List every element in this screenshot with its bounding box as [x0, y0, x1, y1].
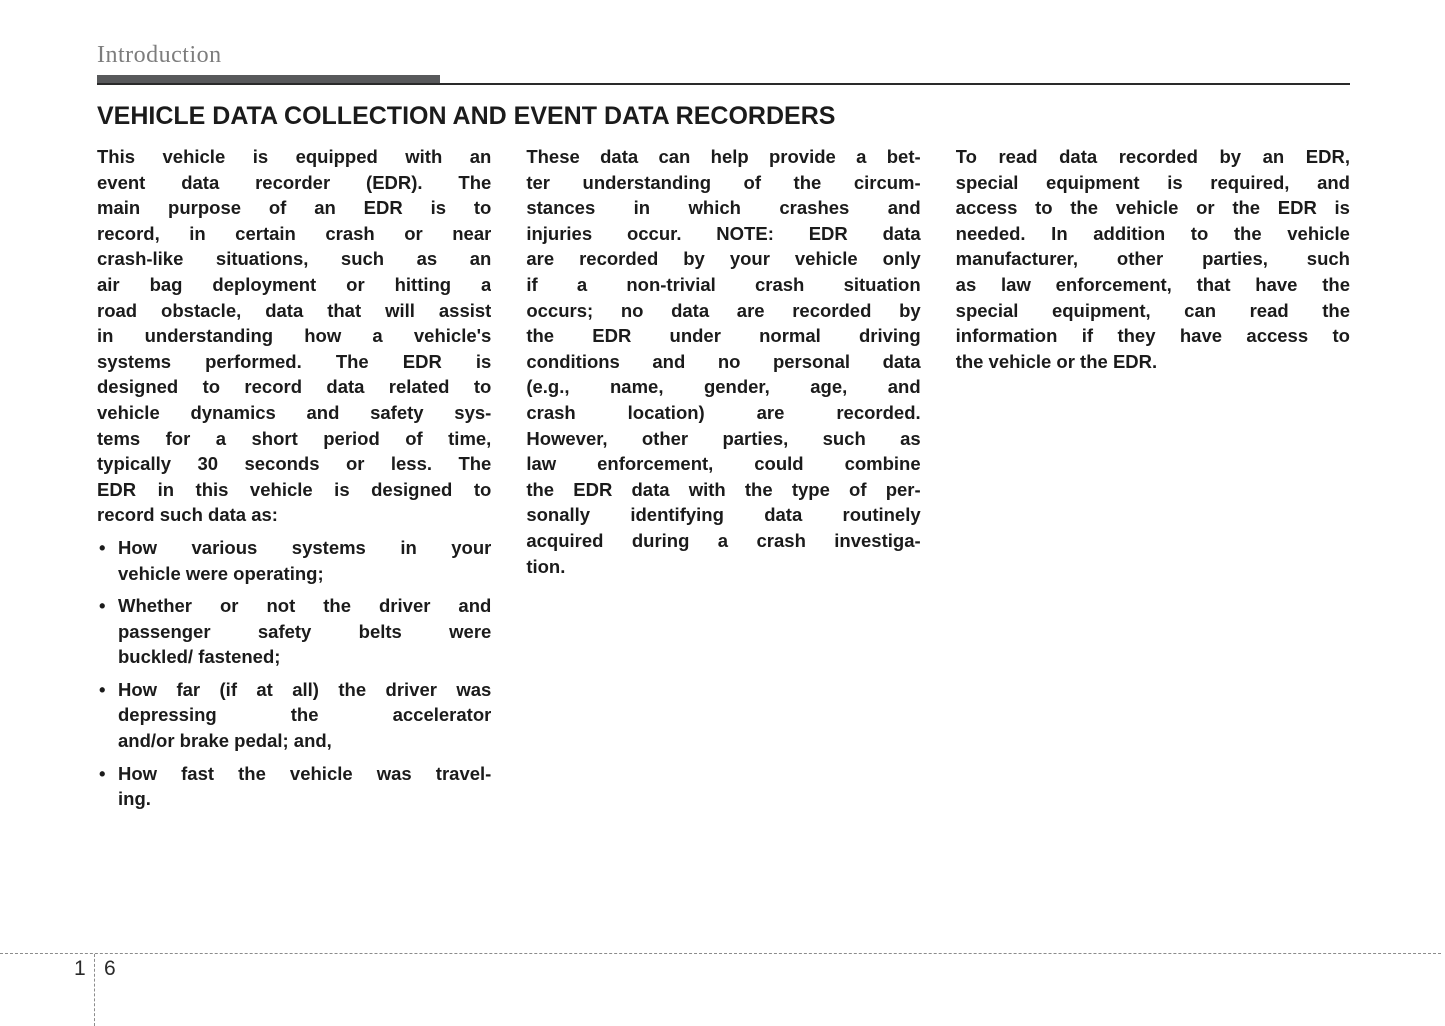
section-title: Introduction — [97, 42, 222, 68]
text-line: as law enforcement, that have the — [955, 273, 1350, 295]
text-line: (e.g., name, gender, age, and — [526, 376, 921, 398]
column-1 — [97, 144, 491, 812]
page-title: VEHICLE DATA COLLECTION AND EVENT DATA RECORDERS — [97, 102, 836, 130]
text-line: special equipment is required, and — [955, 171, 1350, 193]
text-line: acquired during a crash investiga- — [526, 529, 921, 551]
text-line: This vehicle is equipped with an — [97, 146, 492, 167]
page-header — [97, 42, 1350, 85]
list-item-text — [118, 761, 491, 812]
text-line: tems for a short period of time, — [97, 427, 492, 449]
text-line: stances in which crashes and — [526, 197, 921, 219]
text-line: the EDR under normal driving — [526, 325, 921, 347]
list-item — [97, 761, 491, 812]
text-line: How various systems in your — [118, 536, 492, 558]
page-chapter-number: 1 — [74, 957, 86, 980]
text-line: tion. — [526, 555, 566, 577]
text-line: injuries occur. NOTE: EDR data — [526, 222, 921, 244]
text-line: However, other parties, such as — [526, 427, 921, 449]
footer-vertical-divider — [94, 954, 95, 1026]
text-line: How far (if at all) the driver was — [118, 678, 492, 700]
text-line: passenger safety belts were — [118, 620, 492, 642]
bullet-icon: • — [99, 536, 106, 558]
list-item — [97, 593, 491, 670]
list-item-text — [118, 593, 491, 670]
header-rule-accent — [97, 75, 440, 83]
text-line: vehicle dynamics and safety sys- — [97, 401, 492, 423]
text-line: event data recorder (EDR). The — [97, 171, 492, 193]
text-line: manufacturer, other parties, such — [955, 248, 1350, 270]
text-line: in understanding how a vehicle's — [97, 325, 492, 347]
paragraph — [956, 144, 1350, 374]
text-line: depressing the accelerator — [118, 704, 492, 726]
footer-divider — [0, 953, 1441, 954]
column-2 — [526, 144, 920, 579]
text-line: special equipment, can read the — [955, 299, 1350, 321]
text-line: crash-like situations, such as an — [97, 248, 492, 270]
text-line: access to the vehicle or the EDR is — [955, 197, 1350, 219]
text-line: are recorded by your vehicle only — [526, 248, 921, 270]
paragraph — [97, 144, 491, 528]
text-line: ter understanding of the circum- — [526, 171, 921, 193]
text-line: How fast the vehicle was travel- — [118, 762, 492, 784]
text-line: the vehicle or the EDR. — [955, 350, 1158, 372]
text-line: and/or brake pedal; and, — [118, 730, 332, 752]
text-line: vehicle were operating; — [118, 562, 324, 584]
text-line: ing. — [118, 788, 151, 810]
content-columns — [97, 144, 1350, 812]
text-line: record such data as: — [97, 504, 278, 526]
text-line: information if they have access to — [955, 325, 1350, 347]
page-number: 6 — [104, 957, 116, 980]
text-line: sonally identifying data routinely — [526, 504, 921, 526]
text-line: record, in certain crash or near — [97, 222, 492, 244]
text-line: crash location) are recorded. — [526, 401, 921, 423]
text-line: EDR in this vehicle is designed to — [97, 478, 492, 500]
bullet-icon: • — [99, 678, 106, 700]
text-line: law enforcement, could combine — [526, 453, 921, 475]
list-item — [97, 535, 491, 586]
text-line: To read data recorded by an EDR, — [955, 146, 1350, 167]
text-line: conditions and no personal data — [526, 350, 921, 372]
text-line: These data can help provide a bet- — [526, 146, 921, 167]
text-line: systems performed. The EDR is — [97, 350, 492, 372]
text-line: air bag deployment or hitting a — [97, 273, 492, 295]
column-3 — [956, 144, 1350, 374]
list-item-text — [118, 535, 491, 586]
bullet-icon: • — [99, 595, 106, 617]
paragraph — [526, 144, 920, 579]
text-line: the EDR data with the type of per- — [526, 478, 921, 500]
list-item-text — [118, 677, 491, 754]
text-line: Whether or not the driver and — [118, 595, 492, 617]
text-line: typically 30 seconds or less. The — [97, 453, 492, 475]
header-rule — [97, 74, 1350, 85]
text-line: if a non-trivial crash situation — [526, 273, 921, 295]
text-line: main purpose of an EDR is to — [97, 197, 492, 219]
text-line: buckled/ fastened; — [118, 646, 281, 668]
text-line: needed. In addition to the vehicle — [955, 222, 1350, 244]
bullet-icon: • — [99, 762, 106, 784]
text-line: road obstacle, data that will assist — [97, 299, 492, 321]
text-line: occurs; no data are recorded by — [526, 299, 921, 321]
list-item — [97, 677, 491, 754]
text-line: designed to record data related to — [97, 376, 492, 398]
